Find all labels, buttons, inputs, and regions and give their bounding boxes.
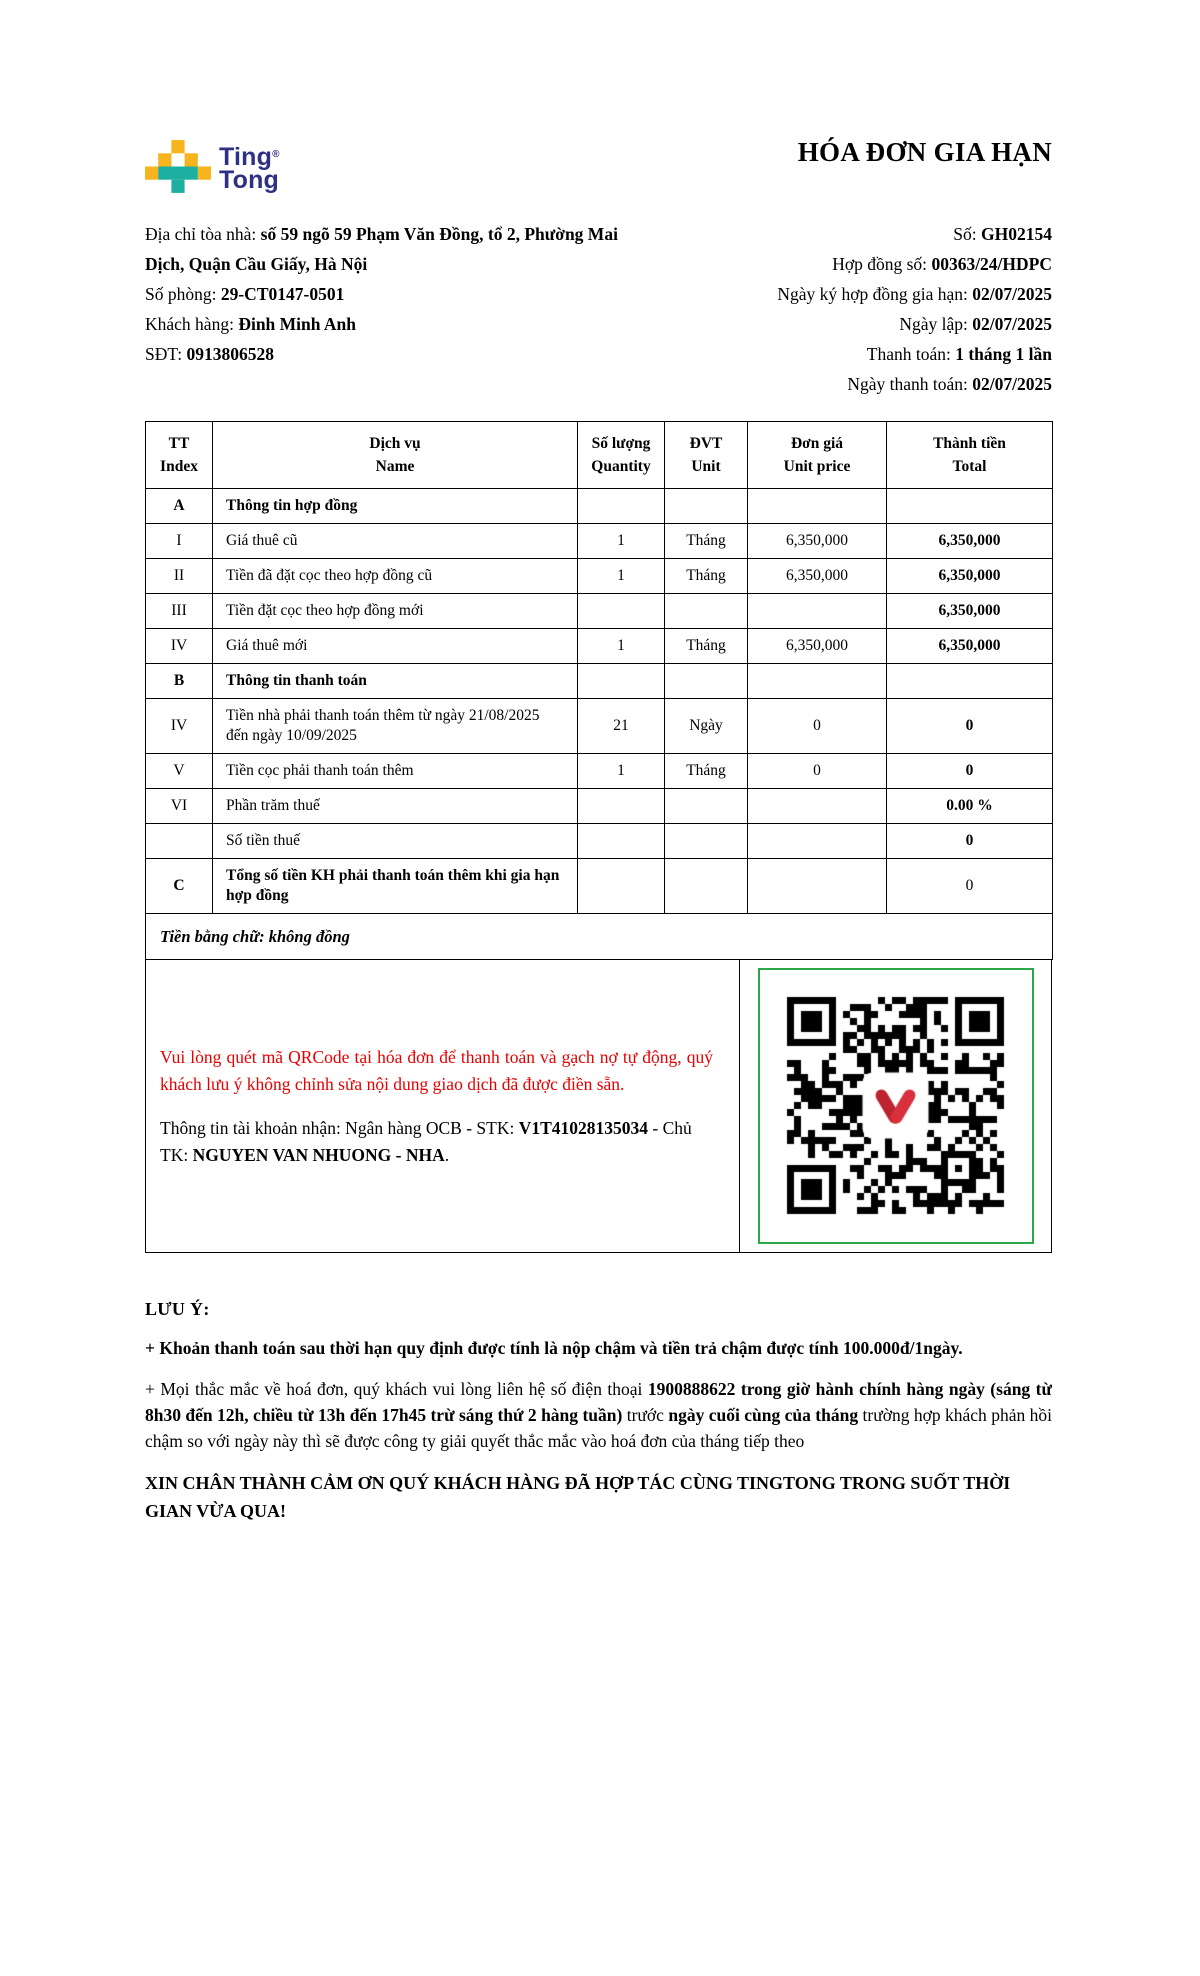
- building-info-block: [145, 219, 650, 399]
- amount-in-words-row: [146, 914, 1053, 960]
- cell-unit: Ngày: [665, 699, 748, 754]
- cell-total: 6,350,000: [887, 559, 1053, 594]
- table-header-row: [146, 422, 1053, 489]
- issue-date: Ngày lập: 02/07/2025: [899, 314, 1052, 334]
- table-row: [146, 789, 1053, 824]
- table-row: [146, 524, 1053, 559]
- cell-name: Giá thuê mới: [213, 629, 578, 664]
- invoice-title: HÓA ĐƠN GIA HẠN: [797, 137, 1052, 167]
- cell-name: Số tiền thuế: [213, 824, 578, 859]
- cell-index: IV: [146, 699, 213, 754]
- registered-mark: ®: [272, 149, 280, 160]
- cell-name: Thông tin thanh toán: [213, 664, 578, 699]
- amount-in-words: Tiền bằng chữ: không đồng: [146, 914, 1053, 960]
- cell-price: [748, 859, 887, 914]
- account-holder: NGUYEN VAN NHUONG - NHA: [192, 1144, 445, 1165]
- cell-price: [748, 664, 887, 699]
- cell-qty: [578, 859, 665, 914]
- payment-section: [145, 960, 1052, 1253]
- cell-price: 6,350,000: [748, 559, 887, 594]
- notes-title: LƯU Ý:: [145, 1299, 210, 1319]
- thank-you-note: XIN CHÂN THÀNH CẢM ƠN QUÝ KHÁCH HÀNG ĐÃ HỢP TÁC CÙNG TINGTONG TRONG SUỐT THỜI GIAN VỪA QUA!: [145, 1473, 1011, 1521]
- cell-index: A: [146, 489, 213, 524]
- cell-name: Tổng số tiền KH phải thanh toán thêm khi gia hạn hợp đồng: [213, 859, 578, 914]
- cell-price: [748, 489, 887, 524]
- cell-total: 6,350,000: [887, 629, 1053, 664]
- cell-unit: Tháng: [665, 559, 748, 594]
- cell-unit: [665, 859, 748, 914]
- cell-unit: Tháng: [665, 754, 748, 789]
- phone-number: SĐT: 0913806528: [145, 344, 274, 364]
- table-row: [146, 594, 1053, 629]
- cell-qty: 1: [578, 629, 665, 664]
- payment-date: Ngày thanh toán: 02/07/2025: [847, 374, 1052, 394]
- table-row: [146, 664, 1053, 699]
- table-row: [146, 699, 1053, 754]
- info-section: [145, 219, 1052, 399]
- cell-index: VI: [146, 789, 213, 824]
- notes-section: [145, 1299, 1052, 1525]
- qr-cell: [740, 960, 1051, 1252]
- cell-total: 0: [887, 754, 1053, 789]
- cell-total: [887, 664, 1053, 699]
- col-header-name: Dịch vụ Name: [213, 422, 578, 489]
- cell-unit: [665, 824, 748, 859]
- room-number: Số phòng: 29-CT0147-0501: [145, 284, 345, 304]
- cell-price: [748, 594, 887, 629]
- cell-unit: Tháng: [665, 524, 748, 559]
- col-header-total: Thành tiền Total: [887, 422, 1053, 489]
- account-number: V1T41028135034: [518, 1117, 649, 1138]
- qr-code-canvas: [773, 983, 1019, 1229]
- cell-qty: [578, 664, 665, 699]
- cell-unit: [665, 789, 748, 824]
- cell-name: Tiền đặt cọc theo hợp đồng mới: [213, 594, 578, 629]
- qr-code: [758, 968, 1034, 1244]
- cell-total: 6,350,000: [887, 594, 1053, 629]
- payment-instructions-cell: [146, 960, 740, 1252]
- cell-qty: [578, 824, 665, 859]
- cell-name: Tiền nhà phải thanh toán thêm từ ngày 21/08/2025 đến ngày 10/09/2025: [213, 699, 578, 754]
- table-row: [146, 754, 1053, 789]
- cell-qty: 21: [578, 699, 665, 754]
- cell-total: 0.00 %: [887, 789, 1053, 824]
- renewal-sign-date: Ngày ký hợp đồng gia hạn: 02/07/2025: [777, 284, 1052, 304]
- account-info-text: Thông tin tài khoản nhận: Ngân hàng OCB - STK: V1T41028135034 - Chủ TK: NGUYEN VAN NHUONG - NHA.: [160, 1117, 692, 1165]
- cell-name: Thông tin hợp đồng: [213, 489, 578, 524]
- cell-index: C: [146, 859, 213, 914]
- cell-name: Giá thuê cũ: [213, 524, 578, 559]
- cell-unit: Tháng: [665, 629, 748, 664]
- cell-unit: [665, 489, 748, 524]
- cell-total: 6,350,000: [887, 524, 1053, 559]
- cell-price: 0: [748, 699, 887, 754]
- cell-name: Tiền đã đặt cọc theo hợp đồng cũ: [213, 559, 578, 594]
- cell-price: 6,350,000: [748, 629, 887, 664]
- tingtong-logo-icon: [145, 140, 211, 193]
- cell-total: [887, 489, 1053, 524]
- note-contact: + Mọi thắc mắc về hoá đơn, quý khách vui lòng liên hệ số điện thoại 1900888622 trong giờ hành chính hàng ngày (sáng từ 8h30 đến 12h, chiều từ 13h đến 17h45 trừ sáng thứ 2 hàng tuần) trước ngày cuối cùng của tháng trường hợp khách phản hồi chậm so với ngày này thì sẽ được công ty giải quyết thắc mắc vào hoá đơn của tháng tiếp theo: [145, 1379, 1053, 1451]
- col-header-index: TT Index: [146, 422, 213, 489]
- cell-unit: [665, 664, 748, 699]
- cell-index: V: [146, 754, 213, 789]
- invoice-number: Số: GH02154: [953, 224, 1052, 244]
- table-row: [146, 629, 1053, 664]
- note-late-payment: + Khoản thanh toán sau thời hạn quy định được tính là nộp chậm và tiền trả chậm được tính 100.000đ/1ngày.: [145, 1338, 963, 1358]
- table-row: [146, 859, 1053, 914]
- cell-qty: [578, 489, 665, 524]
- cell-total: 0: [887, 699, 1053, 754]
- table-row: [146, 559, 1053, 594]
- col-header-unit-price: Đơn giá Unit price: [748, 422, 887, 489]
- invoice-meta-block: [650, 219, 1052, 399]
- cell-qty: 1: [578, 524, 665, 559]
- cell-qty: [578, 789, 665, 824]
- customer-name: Khách hàng: Đinh Minh Anh: [145, 314, 357, 334]
- header: [145, 103, 1052, 193]
- cell-price: 0: [748, 754, 887, 789]
- cell-price: [748, 824, 887, 859]
- cell-price: 6,350,000: [748, 524, 887, 559]
- contract-number: Hợp đồng số: 00363/24/HDPC: [832, 254, 1052, 274]
- cell-total: 0: [887, 824, 1053, 859]
- cell-index: [146, 824, 213, 859]
- cell-price: [748, 789, 887, 824]
- cell-total: 0: [887, 859, 1053, 914]
- cell-qty: 1: [578, 754, 665, 789]
- cell-name: Tiền cọc phải thanh toán thêm: [213, 754, 578, 789]
- payment-cycle: Thanh toán: 1 tháng 1 lần: [866, 344, 1052, 364]
- cell-qty: 1: [578, 559, 665, 594]
- invoice-table: [145, 421, 1053, 960]
- building-address: Địa chỉ tòa nhà: số 59 ngõ 59 Phạm Văn Đồng, tổ 2, Phường Mai Dịch, Quận Cầu Giấy, Hà Nội: [145, 224, 618, 274]
- col-header-quantity: Số lượng Quantity: [578, 422, 665, 489]
- cell-index: IV: [146, 629, 213, 664]
- table-row: [146, 489, 1053, 524]
- cell-unit: [665, 594, 748, 629]
- cell-index: III: [146, 594, 213, 629]
- qr-instruction-text: Vui lòng quét mã QRCode tại hóa đơn để thanh toán và gạch nợ tự động, quý khách lưu ý không chỉnh sửa nội dung giao dịch đã được điền sẵn.: [160, 1046, 713, 1094]
- cell-name: Phần trăm thuế: [213, 789, 578, 824]
- col-header-unit: ĐVT Unit: [665, 422, 748, 489]
- cell-index: B: [146, 664, 213, 699]
- cell-index: II: [146, 559, 213, 594]
- table-row: [146, 824, 1053, 859]
- tingtong-wordmark: Ting® Tong: [219, 143, 280, 194]
- cell-qty: [578, 594, 665, 629]
- tingtong-logo: [145, 140, 280, 193]
- cell-index: I: [146, 524, 213, 559]
